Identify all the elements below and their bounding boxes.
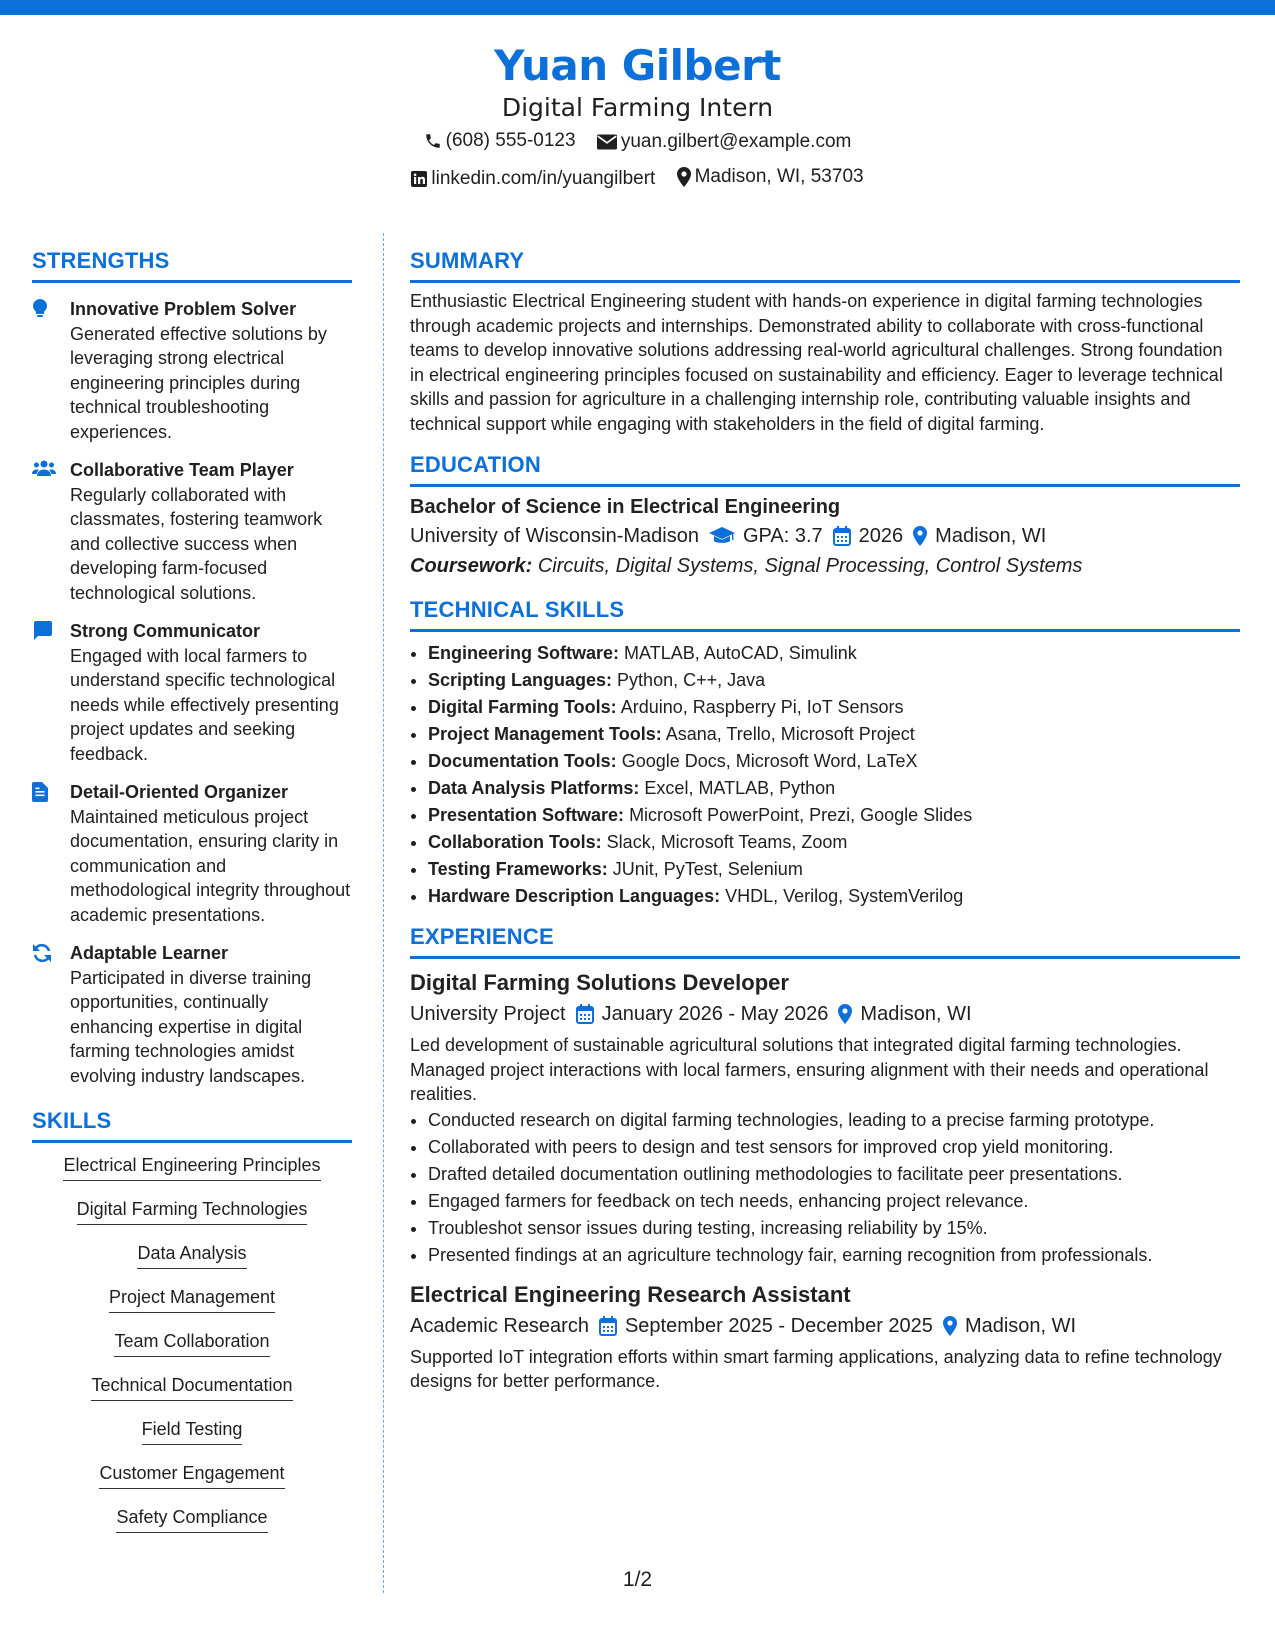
tech-skill-value: JUnit, PyTest, Selenium xyxy=(612,859,803,879)
strength-desc: Maintained meticulous project documentation, ensuring clarity in communication and methodological integrity throughout academic presentations. xyxy=(70,806,351,925)
tech-skill-label: Engineering Software: xyxy=(428,643,620,663)
lightbulb-icon xyxy=(32,299,48,319)
tech-skill-label: Documentation Tools: xyxy=(428,751,617,771)
tech-skill-value: MATLAB, AutoCAD, Simulink xyxy=(624,643,857,663)
candidate-name: Yuan Gilbert xyxy=(494,41,781,90)
education-location: Madison, WI xyxy=(935,525,1047,547)
strength-desc: Participated in diverse training opportunities, continually enhancing expertise in digital farming technologies amidst evolving industry landscapes. xyxy=(70,967,312,1086)
list-item: • Drafted detailed documentation outlining methodologies to facilitate peer presentations. xyxy=(428,1161,1240,1188)
email-item[interactable] xyxy=(597,127,852,157)
column-divider xyxy=(383,233,384,1593)
skill-item: Field Testing xyxy=(142,1417,243,1445)
strength-desc: Regularly collaborated with classmates, fostering teamwork and collective success when developing farm-focused technological solutions. xyxy=(70,484,323,603)
skill-item: Team Collaboration xyxy=(114,1329,269,1357)
coursework-label: Coursework: xyxy=(410,555,533,577)
list-item xyxy=(428,829,1240,856)
calendar-icon xyxy=(576,1004,594,1024)
skill-item: Electrical Engineering Principles xyxy=(63,1153,320,1181)
left-column xyxy=(32,246,352,1549)
skill-item: Digital Farming Technologies xyxy=(77,1197,308,1225)
strength-title: Innovative Problem Solver xyxy=(70,299,297,319)
skills-list xyxy=(32,1153,352,1549)
strength-item xyxy=(32,941,352,1088)
tech-skill-value: Python, C++, Java xyxy=(617,670,766,690)
experience-heading: EXPERIENCE xyxy=(410,922,1240,959)
contact-row-1 xyxy=(0,126,1275,160)
location-text: Madison, WI, 53703 xyxy=(694,166,864,187)
linkedin-item[interactable] xyxy=(411,164,655,194)
resume-header xyxy=(0,40,1275,197)
strengths-heading: STRENGTHS xyxy=(32,246,352,283)
list-item xyxy=(428,748,1240,775)
strength-title: Detail-Oriented Organizer xyxy=(70,782,289,802)
map-pin-icon xyxy=(677,167,691,187)
list-item: • Collaborated with peers to design and test sensors for improved crop yield monitoring. xyxy=(428,1134,1240,1161)
job-org: University Project xyxy=(410,1003,566,1025)
contact-row-2 xyxy=(0,162,1275,197)
location-item xyxy=(677,162,864,192)
job-meta xyxy=(410,1311,1240,1341)
job-location: Madison, WI xyxy=(860,1003,972,1025)
tech-skill-label: Project Management Tools: xyxy=(428,724,662,744)
top-accent-bar xyxy=(0,0,1275,15)
page-indicator: 1/2 xyxy=(622,1568,653,1591)
tech-skill-value: Microsoft PowerPoint, Prezi, Google Slides xyxy=(629,805,973,825)
graduation-cap-icon xyxy=(709,527,735,545)
technical-skills-heading: TECHNICAL SKILLS xyxy=(410,595,1240,632)
job-bullets xyxy=(410,1107,1240,1269)
phone-item xyxy=(424,126,576,156)
strength-desc: Engaged with local farmers to understand specific technological needs while effectively presenting project updates and seeking feedback. xyxy=(70,645,339,764)
tech-skill-value: Google Docs, Microsoft Word, LaTeX xyxy=(621,751,918,771)
job-description: Supported IoT integration efforts within smart farming applications, analyzing data to refine technology designs for better performance. xyxy=(410,1346,1222,1391)
list-item: • Presented findings at an agriculture technology fair, earning recognition from professionals. xyxy=(428,1242,1240,1269)
strength-item xyxy=(32,458,352,605)
list-item xyxy=(428,856,1240,883)
calendar-icon xyxy=(833,526,851,546)
tech-skill-label: Presentation Software: xyxy=(428,805,625,825)
technical-skills-list xyxy=(410,640,1240,910)
email-text[interactable]: yuan.gilbert@example.com xyxy=(620,131,852,152)
list-item: • Conducted research on digital farming technologies, leading to a precise farming prototype. xyxy=(428,1107,1240,1134)
job-location: Madison, WI xyxy=(964,1314,1077,1337)
list-item xyxy=(428,883,1240,910)
skills-heading: SKILLS xyxy=(32,1106,352,1143)
strength-item xyxy=(32,297,352,444)
candidate-role: Digital Farming Intern xyxy=(501,93,774,122)
skill-item: Data Analysis xyxy=(137,1241,246,1269)
map-pin-icon xyxy=(943,1316,957,1336)
tech-skill-label: Testing Frameworks: xyxy=(428,859,608,879)
strength-title: Adaptable Learner xyxy=(70,943,229,963)
list-item xyxy=(428,667,1240,694)
users-icon xyxy=(32,460,56,476)
tech-skill-label: Hardware Description Languages: xyxy=(428,886,721,906)
job-dates: September 2025 - December 2025 xyxy=(624,1314,933,1337)
tech-skill-value: Slack, Microsoft Teams, Zoom xyxy=(606,832,848,852)
tech-skill-value: Arduino, Raspberry Pi, IoT Sensors xyxy=(620,697,904,717)
school-name: University of Wisconsin-Madison xyxy=(410,525,699,547)
list-item: • Engaged farmers for feedback on tech needs, enhancing project relevance. xyxy=(428,1188,1240,1215)
calendar-icon xyxy=(599,1316,617,1336)
linkedin-icon xyxy=(411,171,427,187)
map-pin-icon xyxy=(913,526,927,546)
tech-skill-value: Excel, MATLAB, Python xyxy=(644,778,836,798)
job-title: Digital Farming Solutions Developer xyxy=(410,970,789,995)
gpa-text: GPA: 3.7 xyxy=(742,525,823,547)
job-description: Led development of sustainable agricultural solutions that integrated digital farming technologies. Managed project interactions with local farmers, ensuring alignment with their needs and operational realities. xyxy=(410,1035,1209,1104)
strength-title: Strong Communicator xyxy=(70,621,261,641)
tech-skill-value: VHDL, Verilog, SystemVerilog xyxy=(725,886,964,906)
list-item xyxy=(428,721,1240,748)
skill-item: Technical Documentation xyxy=(91,1373,292,1401)
document-icon xyxy=(32,782,48,802)
list-item xyxy=(428,775,1240,802)
skill-item: Safety Compliance xyxy=(116,1505,267,1533)
right-column xyxy=(410,246,1240,1394)
tech-skill-label: Data Analysis Platforms: xyxy=(428,778,640,798)
linkedin-text[interactable]: linkedin.com/in/yuangilbert xyxy=(431,168,656,189)
strength-title: Collaborative Team Player xyxy=(70,460,294,480)
tech-skill-value: Asana, Trello, Microsoft Project xyxy=(665,724,915,744)
graduation-year: 2026 xyxy=(858,525,904,547)
comment-icon xyxy=(32,621,52,641)
job-title: Electrical Engineering Research Assistant xyxy=(410,1281,851,1307)
strength-item xyxy=(32,780,352,927)
degree-title: Bachelor of Science in Electrical Engineering xyxy=(410,496,841,518)
sync-icon xyxy=(32,943,52,963)
list-item xyxy=(428,640,1240,667)
job-dates: January 2026 - May 2026 xyxy=(601,1003,829,1025)
coursework-line xyxy=(410,551,1240,581)
phone-icon xyxy=(424,132,442,150)
list-item: • Troubleshot sensor issues during testing, increasing reliability by 15%. xyxy=(428,1215,1240,1242)
summary-text: Enthusiastic Electrical Engineering student with hands-on experience in digital farming technologies through academic projects and internships. Demonstrated ability to collaborate with cross-functional teams to develop innovative solutions addressing real-world agricultural challenges. Strong foundation in electrical engineering principles focused on sustainability and efficiency. Eager to leverage technical skills and passion for agriculture in a challenging internship role, contributing valuable insights and technical support while engaging with stakeholders in the field of digital farming. xyxy=(410,291,1223,434)
education-heading: EDUCATION xyxy=(410,450,1240,487)
list-item xyxy=(428,694,1240,721)
phone-text: (608) 555-0123 xyxy=(445,130,576,151)
tech-skill-label: Collaboration Tools: xyxy=(428,832,602,852)
list-item xyxy=(428,802,1240,829)
strength-item xyxy=(32,619,352,766)
tech-skill-label: Digital Farming Tools: xyxy=(428,697,617,717)
map-pin-icon xyxy=(838,1004,852,1024)
job-org: Academic Research xyxy=(410,1314,589,1337)
envelope-icon xyxy=(597,134,617,150)
strength-desc: Generated effective solutions by leveraging strong electrical engineering principles during technical troubleshooting experiences. xyxy=(70,323,327,442)
summary-heading: SUMMARY xyxy=(410,246,1240,283)
education-meta xyxy=(410,521,1240,551)
skill-item: Customer Engagement xyxy=(99,1461,284,1489)
coursework-text: Circuits, Digital Systems, Signal Processing, Control Systems xyxy=(537,555,1083,577)
skill-item: Project Management xyxy=(109,1285,275,1313)
tech-skill-label: Scripting Languages: xyxy=(428,670,613,690)
job-meta xyxy=(410,999,1240,1029)
